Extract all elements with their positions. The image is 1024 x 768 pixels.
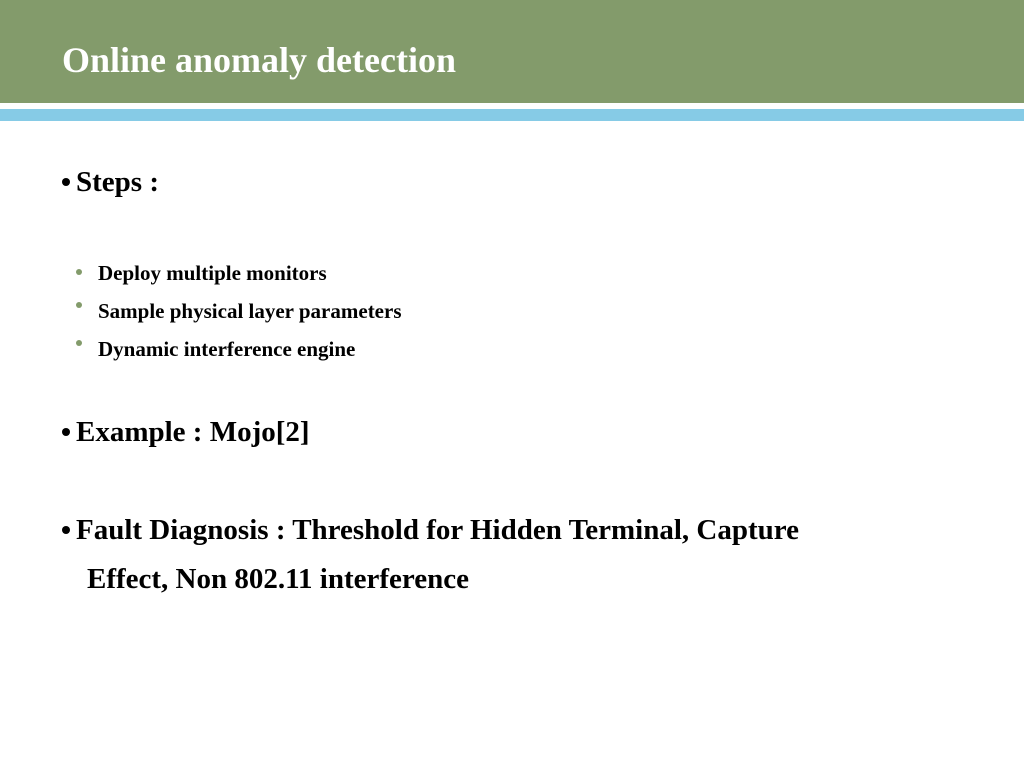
sub-bullet-deploy-monitors bbox=[76, 260, 327, 286]
bullet-fault-diagnosis-text: Fault Diagnosis : Threshold for Hidden Terminal, Capture bbox=[76, 514, 799, 546]
sub-bullet-dot bbox=[76, 269, 82, 275]
bullet-dot bbox=[62, 178, 70, 186]
title-bar bbox=[0, 0, 1024, 103]
bullet-steps bbox=[62, 164, 159, 200]
bullet-example-text: Example : Mojo[2] bbox=[76, 416, 310, 448]
sub-bullet-text: Dynamic interference engine bbox=[98, 337, 356, 361]
sub-bullet-text: Deploy multiple monitors bbox=[98, 261, 327, 285]
sub-bullet-interference-engine bbox=[76, 336, 355, 362]
bullet-fault-diagnosis-continuation: Effect, Non 802.11 interference bbox=[87, 563, 469, 595]
sub-bullet-text: Sample physical layer parameters bbox=[98, 299, 402, 323]
sub-bullet-dot bbox=[76, 302, 82, 308]
bullet-fault-diagnosis bbox=[62, 512, 799, 597]
bullet-dot bbox=[62, 428, 70, 436]
bullet-dot bbox=[62, 526, 70, 534]
sub-bullet-dot bbox=[76, 340, 82, 346]
bullet-example bbox=[62, 414, 310, 450]
slide-title: Online anomaly detection bbox=[62, 40, 456, 80]
bullet-steps-text: Steps : bbox=[76, 166, 159, 198]
sub-bullet-sample-parameters bbox=[76, 298, 402, 324]
accent-stripe bbox=[0, 109, 1024, 121]
